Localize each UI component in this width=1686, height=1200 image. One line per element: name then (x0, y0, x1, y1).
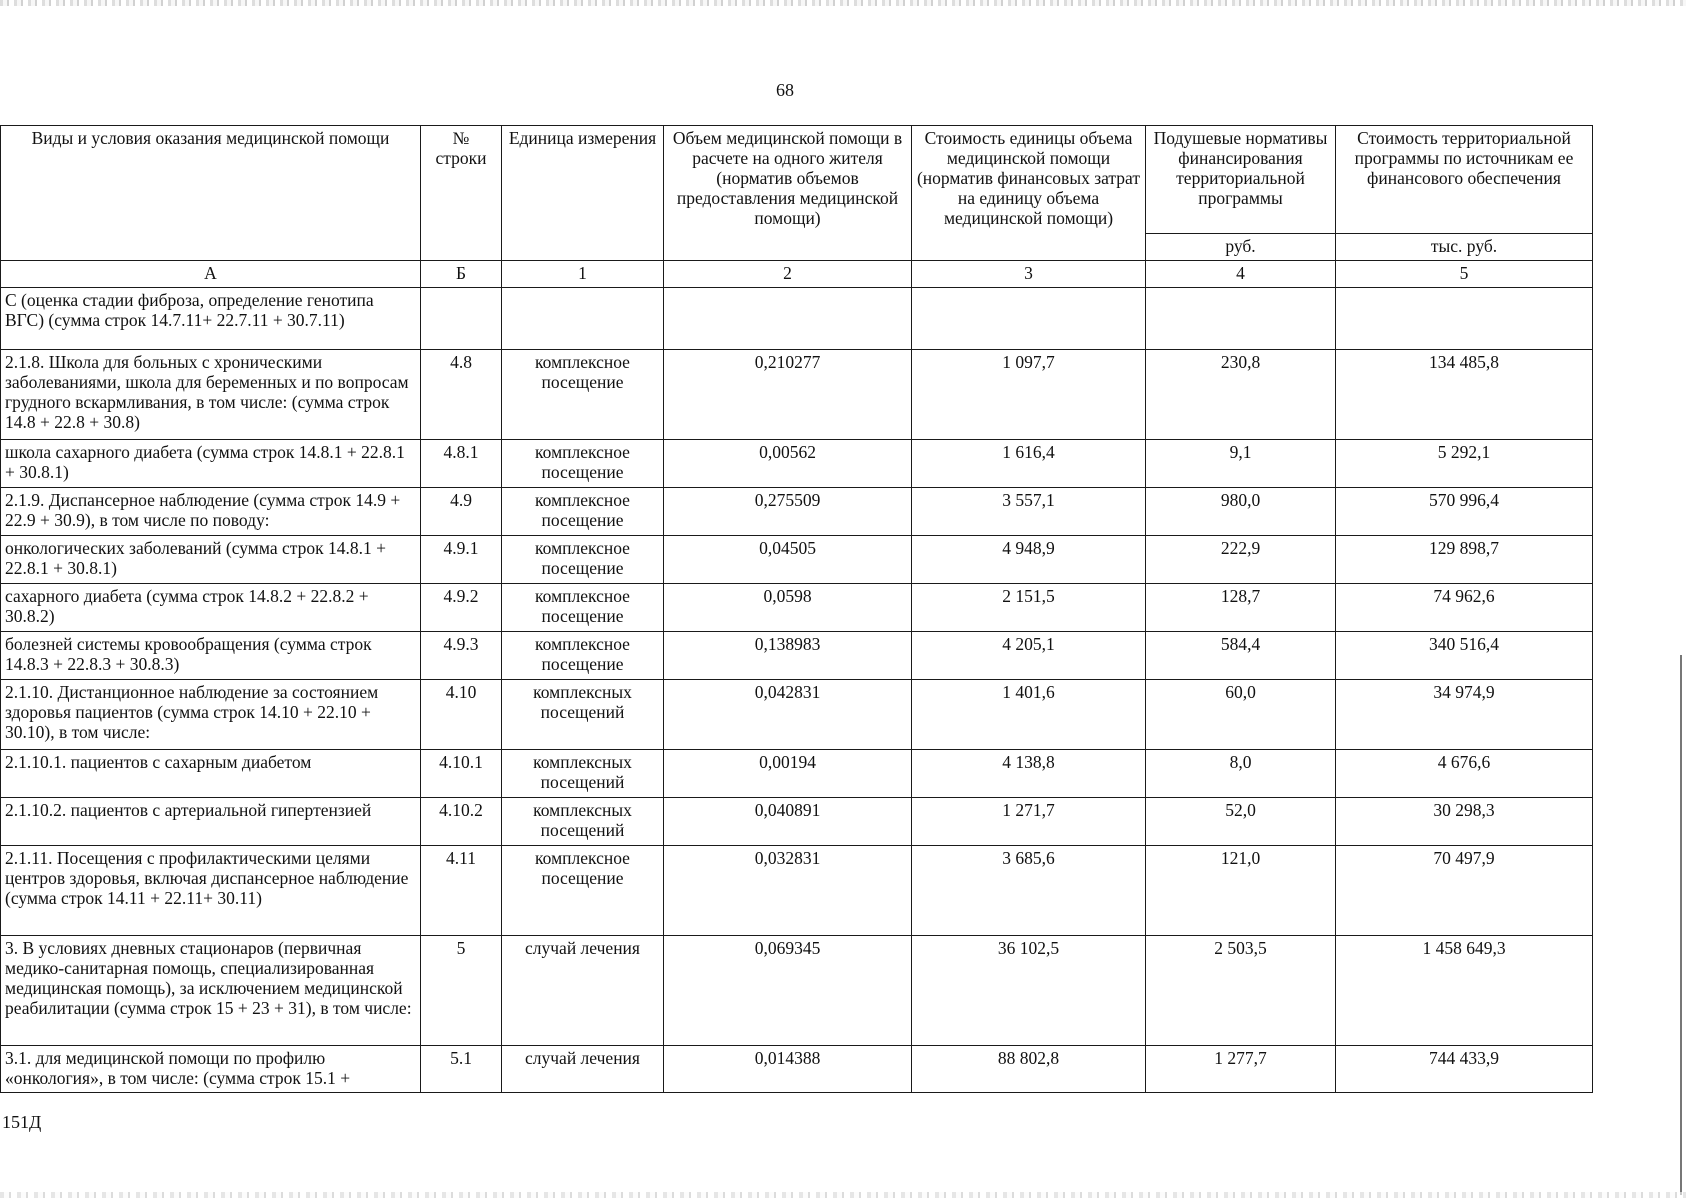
row-volume: 0,210277 (664, 350, 912, 440)
row-total: 570 996,4 (1336, 488, 1593, 536)
row-number: 4.9.3 (421, 632, 502, 680)
row-volume: 0,04505 (664, 536, 912, 584)
row-total: 134 485,8 (1336, 350, 1593, 440)
row-volume: 0,138983 (664, 632, 912, 680)
header-volume: Объем медицинской помощи в расчете на одного жителя (норматив объемов предоставления медицинской помощи) (664, 126, 912, 261)
row-unit: комплексное посещение (502, 440, 664, 488)
table-row (1, 680, 1593, 750)
index-cell: 3 (912, 261, 1146, 288)
index-cell: 4 (1146, 261, 1336, 288)
row-per-capita: 230,8 (1146, 350, 1336, 440)
row-cost: 2 151,5 (912, 584, 1146, 632)
row-per-capita: 584,4 (1146, 632, 1336, 680)
row-cost: 1 401,6 (912, 680, 1146, 750)
index-cell: А (1, 261, 421, 288)
row-volume: 0,032831 (664, 846, 912, 936)
table-row (1, 936, 1593, 1046)
row-total (1336, 288, 1593, 350)
row-volume: 0,00194 (664, 750, 912, 798)
table-row (1, 798, 1593, 846)
row-cost: 36 102,5 (912, 936, 1146, 1046)
unit-rub: руб. (1146, 234, 1336, 261)
scan-edge-right (1680, 655, 1682, 1195)
row-name: сахарного диабета (сумма строк 14.8.2 + 22.8.2 + 30.8.2) (1, 584, 421, 632)
row-volume (664, 288, 912, 350)
row-per-capita: 8,0 (1146, 750, 1336, 798)
table-row (1, 632, 1593, 680)
index-cell: 1 (502, 261, 664, 288)
row-volume: 0,042831 (664, 680, 912, 750)
row-total: 74 962,6 (1336, 584, 1593, 632)
row-name: болезней системы кровообращения (сумма строк 14.8.3 + 22.8.3 + 30.8.3) (1, 632, 421, 680)
table-row (1, 1046, 1593, 1093)
row-number: 4.10.1 (421, 750, 502, 798)
row-unit: комплексное посещение (502, 584, 664, 632)
row-per-capita: 1 277,7 (1146, 1046, 1336, 1093)
row-per-capita: 128,7 (1146, 584, 1336, 632)
row-volume: 0,275509 (664, 488, 912, 536)
row-total: 129 898,7 (1336, 536, 1593, 584)
table-row (1, 750, 1593, 798)
table-row (1, 488, 1593, 536)
medical-care-table (0, 125, 1593, 1093)
row-volume: 0,00562 (664, 440, 912, 488)
row-unit: случай лечения (502, 1046, 664, 1093)
row-unit: комплексное посещение (502, 350, 664, 440)
row-cost: 4 205,1 (912, 632, 1146, 680)
row-number: 5.1 (421, 1046, 502, 1093)
header-care-type: Виды и условия оказания медицинской помощи (1, 126, 421, 261)
row-per-capita (1146, 288, 1336, 350)
row-name: 2.1.11. Посещения с профилактическими целями центров здоровья, включая диспансерное наблюдение (сумма строк 14.11 + 22.11+ 30.11) (1, 846, 421, 936)
row-volume: 0,0598 (664, 584, 912, 632)
row-name: школа сахарного диабета (сумма строк 14.8.1 + 22.8.1 + 30.8.1) (1, 440, 421, 488)
row-name: 2.1.9. Диспансерное наблюдение (сумма строк 14.9 + 22.9 + 30.9), в том числе по поводу: (1, 488, 421, 536)
row-volume: 0,069345 (664, 936, 912, 1046)
row-number: 4.10.2 (421, 798, 502, 846)
row-cost: 1 271,7 (912, 798, 1146, 846)
row-number: 4.10 (421, 680, 502, 750)
row-per-capita: 2 503,5 (1146, 936, 1336, 1046)
row-name: 2.1.10. Дистанционное наблюдение за состоянием здоровья пациентов (сумма строк 14.10 + 22.10 + 30.10), в том числе: (1, 680, 421, 750)
row-name: 2.1.10.2. пациентов с артериальной гипертензией (1, 798, 421, 846)
header-unit: Единица измерения (502, 126, 664, 261)
row-unit: комплексное посещение (502, 632, 664, 680)
row-unit: комплексное посещение (502, 536, 664, 584)
row-per-capita: 9,1 (1146, 440, 1336, 488)
row-cost: 3 557,1 (912, 488, 1146, 536)
row-total: 70 497,9 (1336, 846, 1593, 936)
row-number (421, 288, 502, 350)
page-number: 68 (776, 80, 794, 100)
row-unit: комплексных посещений (502, 680, 664, 750)
row-total: 34 974,9 (1336, 680, 1593, 750)
row-per-capita: 222,9 (1146, 536, 1336, 584)
row-total: 30 298,3 (1336, 798, 1593, 846)
row-volume: 0,040891 (664, 798, 912, 846)
row-number: 5 (421, 936, 502, 1046)
row-total: 5 292,1 (1336, 440, 1593, 488)
row-name: 3.1. для медицинской помощи по профилю «онкология», в том числе: (сумма строк 15.1 + (1, 1046, 421, 1093)
index-cell: 2 (664, 261, 912, 288)
row-per-capita: 980,0 (1146, 488, 1336, 536)
row-cost: 88 802,8 (912, 1046, 1146, 1093)
table-row (1, 288, 1593, 350)
row-per-capita: 60,0 (1146, 680, 1336, 750)
row-number: 4.9 (421, 488, 502, 536)
row-total: 744 433,9 (1336, 1046, 1593, 1093)
table-row (1, 846, 1593, 936)
row-total: 4 676,6 (1336, 750, 1593, 798)
row-cost: 4 948,9 (912, 536, 1146, 584)
row-number: 4.9.2 (421, 584, 502, 632)
row-number: 4.11 (421, 846, 502, 936)
scan-edge-top (0, 0, 1686, 6)
header-row-number: № строки (421, 126, 502, 261)
row-number: 4.8.1 (421, 440, 502, 488)
header-program-cost: Стоимость территориальной программы по источникам ее финансового обеспечения (1336, 126, 1593, 234)
row-name: 2.1.10.1. пациентов с сахарным диабетом (1, 750, 421, 798)
row-unit: случай лечения (502, 936, 664, 1046)
header-unit-cost: Стоимость единицы объема медицинской помощи (норматив финансовых затрат на единицу объема медицинской помощи) (912, 126, 1146, 261)
scan-edge-bottom (0, 1192, 1686, 1198)
row-cost (912, 288, 1146, 350)
row-volume: 0,014388 (664, 1046, 912, 1093)
row-per-capita: 52,0 (1146, 798, 1336, 846)
row-unit: комплексное посещение (502, 488, 664, 536)
table-row (1, 536, 1593, 584)
table-row (1, 350, 1593, 440)
index-cell: 5 (1336, 261, 1593, 288)
row-unit: комплексных посещений (502, 798, 664, 846)
row-number: 4.9.1 (421, 536, 502, 584)
row-name: онкологических заболеваний (сумма строк 14.8.1 + 22.8.1 + 30.8.1) (1, 536, 421, 584)
row-number: 4.8 (421, 350, 502, 440)
row-cost: 4 138,8 (912, 750, 1146, 798)
index-cell: Б (421, 261, 502, 288)
row-name: 2.1.8. Школа для больных с хроническими заболеваниями, школа для беременных и по вопросам грудного вскармливания, в том числе: (сумма строк 14.8 + 22.8 + 30.8) (1, 350, 421, 440)
document-code: 151Д (2, 1112, 42, 1132)
row-name: 3. В условиях дневных стационаров (первичная медико-санитарная помощь, специализированная медицинская помощь), за исключением медицинской реабилитации (сумма строк 15 + 23 + 31), в том числе: (1, 936, 421, 1046)
row-unit: комплексное посещение (502, 846, 664, 936)
header-per-capita: Подушевые нормативы финансирования территориальной программы (1146, 126, 1336, 234)
unit-thousand-rub: тыс. руб. (1336, 234, 1593, 261)
row-total: 1 458 649,3 (1336, 936, 1593, 1046)
row-cost: 3 685,6 (912, 846, 1146, 936)
table-row (1, 440, 1593, 488)
row-cost: 1 097,7 (912, 350, 1146, 440)
table-row (1, 584, 1593, 632)
row-unit (502, 288, 664, 350)
row-total: 340 516,4 (1336, 632, 1593, 680)
row-name: С (оценка стадии фиброза, определение генотипа ВГС) (сумма строк 14.7.11+ 22.7.11 + 30.7.11) (1, 288, 421, 350)
row-unit: комплексных посещений (502, 750, 664, 798)
row-cost: 1 616,4 (912, 440, 1146, 488)
row-per-capita: 121,0 (1146, 846, 1336, 936)
